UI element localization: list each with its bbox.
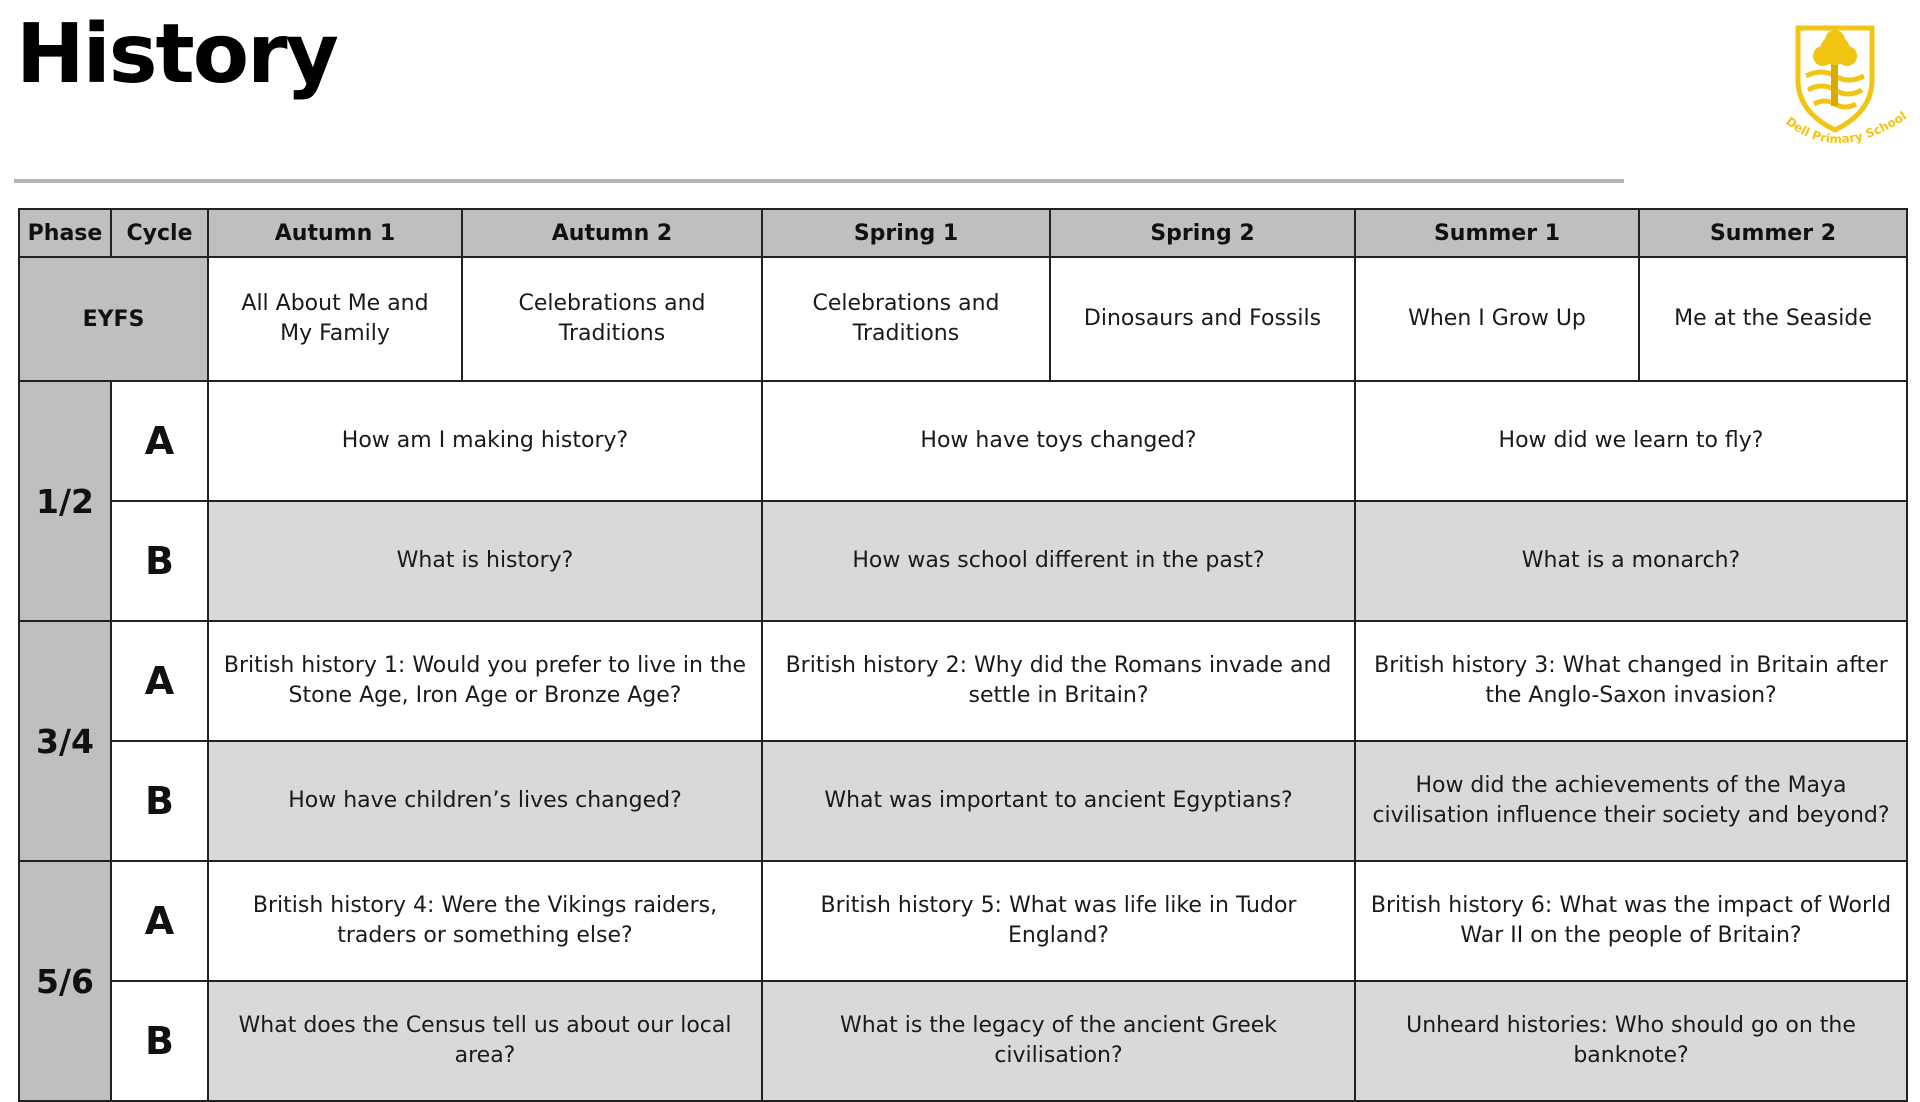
- topic-summer: What is a monarch?: [1355, 501, 1907, 621]
- page-title: History: [16, 7, 337, 102]
- eyfs-label: EYFS: [19, 257, 208, 381]
- topic-autumn: British history 4: Were the Vikings raiders, traders or something else?: [208, 861, 762, 981]
- topic-summer: How did the achievements of the Maya civilisation influence their society and beyond?: [1355, 741, 1907, 861]
- curriculum-table: [18, 208, 1908, 1102]
- phase-5-6-cycle-a-row: [19, 861, 1907, 981]
- eyfs-topic-spring-1: Celebrations and Traditions: [762, 257, 1050, 381]
- phase-label-3-4: 3/4: [19, 621, 111, 861]
- title-divider: [14, 179, 1624, 183]
- header-row: [19, 209, 1907, 257]
- topic-autumn: British history 1: Would you prefer to live in the Stone Age, Iron Age or Bronze Age?: [208, 621, 762, 741]
- header-phase: Phase: [19, 209, 111, 257]
- topic-autumn: How have children’s lives changed?: [208, 741, 762, 861]
- header-summer-2: Summer 2: [1639, 209, 1907, 257]
- header-autumn-1: Autumn 1: [208, 209, 462, 257]
- header-spring-1: Spring 1: [762, 209, 1050, 257]
- topic-spring: British history 5: What was life like in Tudor England?: [762, 861, 1355, 981]
- topic-spring: What is the legacy of the ancient Greek civilisation?: [762, 981, 1355, 1101]
- topic-summer: Unheard histories: Who should go on the banknote?: [1355, 981, 1907, 1101]
- eyfs-topic-summer-1: When I Grow Up: [1355, 257, 1639, 381]
- header-summer-1: Summer 1: [1355, 209, 1639, 257]
- phase-5-6-cycle-b-row: [19, 981, 1907, 1101]
- cycle-label: A: [111, 861, 208, 981]
- phase-3-4-cycle-b-row: [19, 741, 1907, 861]
- phase-3-4-cycle-a-row: [19, 621, 1907, 741]
- topic-autumn: How am I making history?: [208, 381, 762, 501]
- school-logo: [1770, 20, 1915, 165]
- cycle-label: B: [111, 501, 208, 621]
- eyfs-topic-autumn-2: Celebrations and Traditions: [462, 257, 762, 381]
- topic-spring: How have toys changed?: [762, 381, 1355, 501]
- cycle-label: A: [111, 621, 208, 741]
- eyfs-topic-spring-2: Dinosaurs and Fossils: [1050, 257, 1355, 381]
- phase-1-2-cycle-a-row: [19, 381, 1907, 501]
- topic-summer: British history 6: What was the impact of World War II on the people of Britain?: [1355, 861, 1907, 981]
- school-crest-icon: [1770, 20, 1915, 165]
- phase-label-1-2: 1/2: [19, 381, 111, 621]
- topic-summer: How did we learn to fly?: [1355, 381, 1907, 501]
- topic-spring: British history 2: Why did the Romans invade and settle in Britain?: [762, 621, 1355, 741]
- cycle-label: B: [111, 981, 208, 1101]
- header-autumn-2: Autumn 2: [462, 209, 762, 257]
- topic-autumn: What is history?: [208, 501, 762, 621]
- school-name-text: Dell Primary School: [1783, 108, 1909, 147]
- eyfs-topic-summer-2: Me at the Seaside: [1639, 257, 1907, 381]
- topic-spring: How was school different in the past?: [762, 501, 1355, 621]
- cycle-label: B: [111, 741, 208, 861]
- header-cycle: Cycle: [111, 209, 208, 257]
- phase-1-2-cycle-b-row: [19, 501, 1907, 621]
- phase-label-5-6: 5/6: [19, 861, 111, 1101]
- topic-summer: British history 3: What changed in Britain after the Anglo-Saxon invasion?: [1355, 621, 1907, 741]
- eyfs-row: [19, 257, 1907, 381]
- eyfs-topic-autumn-1: All About Me and My Family: [208, 257, 462, 381]
- cycle-label: A: [111, 381, 208, 501]
- topic-autumn: What does the Census tell us about our local area?: [208, 981, 762, 1101]
- header-spring-2: Spring 2: [1050, 209, 1355, 257]
- topic-spring: What was important to ancient Egyptians?: [762, 741, 1355, 861]
